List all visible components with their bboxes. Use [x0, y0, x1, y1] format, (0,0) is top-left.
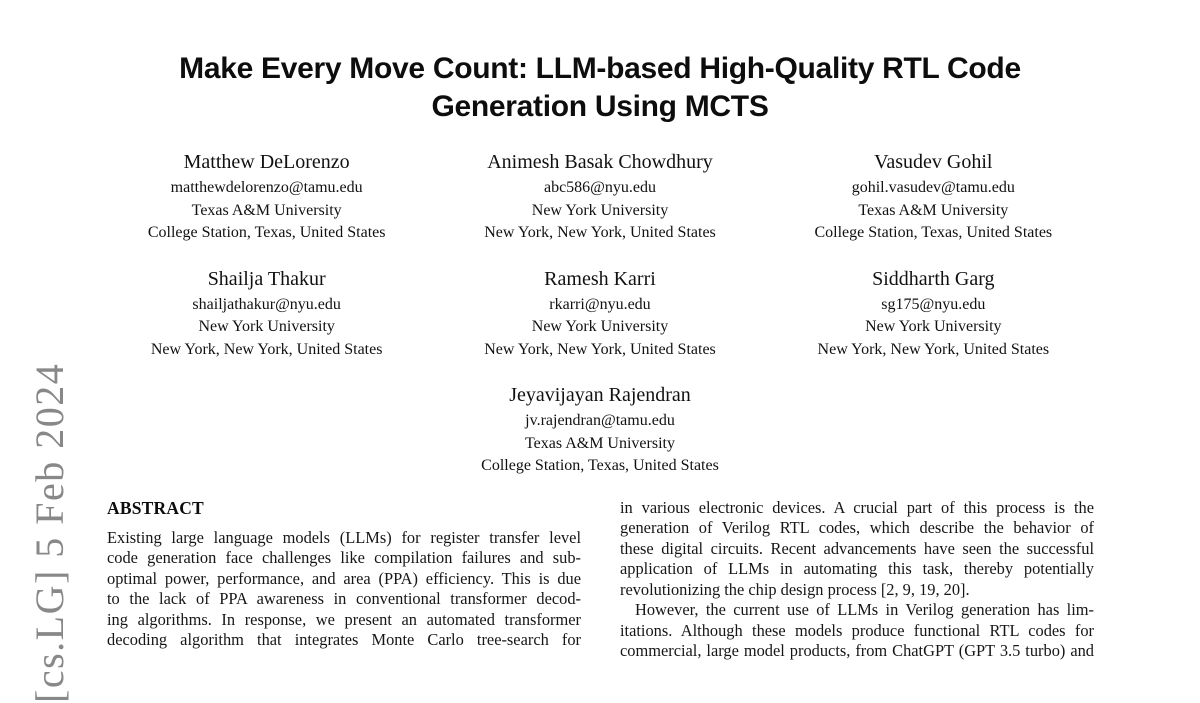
author-email: gohil.vasudev@tamu.edu [851, 179, 1015, 196]
author-block-garg [767, 267, 1100, 362]
authors-row-3 [100, 383, 1100, 478]
author-name: Matthew DeLorenzo [183, 151, 350, 173]
abstract-heading: ABSTRACT [107, 497, 204, 518]
author-block-chowdhury [433, 150, 766, 245]
author-location: New York, New York, United States [484, 340, 716, 358]
paper-body [107, 498, 1094, 662]
abstract-text-line: decoding algorithm that integrates Monte Carlo tree-search for [107, 630, 581, 649]
arxiv-sidebar-label: [cs.LG] 5 Feb 2024 [27, 362, 72, 703]
body-text-line: However, the current use of LLMs in Verilog generation has lim- [635, 600, 1094, 619]
body-text-line: itations. Although these models produce functional RTL codes for [620, 620, 1094, 640]
body-text-line: these digital circuits. Recent advancements have seen the successful [620, 538, 1094, 558]
author-affiliation: New York University [198, 318, 335, 335]
author-affiliation: New York University [865, 318, 1002, 335]
author-affiliation: New York University [531, 318, 669, 335]
abstract-text-line: Existing large language models (LLMs) for register transfer level [107, 527, 581, 547]
author-name: Shailja Thakur [207, 267, 326, 290]
author-email: shailjathakur@nyu.edu [192, 295, 341, 313]
authors-row-2 [100, 267, 1100, 362]
abstract-text-line: to the lack of PPA awareness in conventional transformer decod- [107, 589, 581, 608]
author-block-karri [433, 267, 766, 362]
author-location: New York, New York, United States [484, 224, 716, 241]
body-text-line: application of LLMs in automating this task, thereby potentially [620, 559, 1094, 578]
left-column [107, 498, 581, 662]
author-location: College Station, Texas, United States [147, 224, 386, 241]
author-affiliation: Texas A&M University [191, 201, 342, 219]
author-location: New York, New York, United States [817, 340, 1050, 358]
author-email: rkarri@nyu.edu [549, 295, 651, 313]
author-block-gohil [767, 150, 1100, 245]
author-name: Siddharth Garg [872, 267, 995, 290]
author-name: Vasudev Gohil [874, 151, 993, 173]
author-block-thakur [100, 267, 433, 362]
author-affiliation: New York University [531, 201, 669, 219]
author-affiliation: Texas A&M University [525, 434, 675, 452]
author-block-rajendran [390, 383, 810, 478]
author-affiliation: Texas A&M University [858, 201, 1009, 219]
author-email: matthewdelorenzo@tamu.edu [170, 179, 363, 196]
author-name: Jeyavijayan Rajendran [509, 384, 691, 406]
body-text-line: revolutionizing the chip design process [2, 9, 19, 20]. [620, 579, 970, 599]
author-name: Ramesh Karri [544, 267, 656, 290]
paper-title [60, 50, 1140, 126]
authors-row-1 [100, 150, 1100, 245]
author-email: sg175@nyu.edu [881, 295, 986, 313]
abstract-text-line: optimal power, performance, and area (PPA) efficiency. This is due [107, 568, 581, 588]
abstract-text-line: code generation face challenges like compilation failures and sub- [107, 548, 581, 567]
author-location: New York, New York, United States [150, 340, 383, 358]
body-text-line: in various electronic devices. A crucial part of this process is the [620, 497, 1094, 517]
paper-page [0, 50, 1200, 703]
author-location: College Station, Texas, United States [481, 457, 719, 474]
author-location: College Station, Texas, United States [814, 224, 1053, 241]
abstract-text-line: ing algorithms. In response, we present an automated transformer [107, 609, 581, 629]
title-line-2: Generation Using MCTS [431, 90, 769, 123]
author-email: abc586@nyu.edu [543, 179, 657, 196]
author-block-delorenzo [100, 150, 433, 245]
author-name: Animesh Basak Chowdhury [487, 151, 713, 173]
title-line-1: Make Every Move Count: LLM-based High-Quality RTL Code [179, 52, 1021, 85]
body-text-line: generation of Verilog RTL codes, which describe the behavior of [620, 518, 1094, 537]
right-column [620, 498, 1094, 662]
author-email: jv.rajendran@tamu.edu [525, 412, 675, 429]
body-text-line: commercial, large model products, from ChatGPT (GPT 3.5 turbo) and [620, 641, 1094, 660]
